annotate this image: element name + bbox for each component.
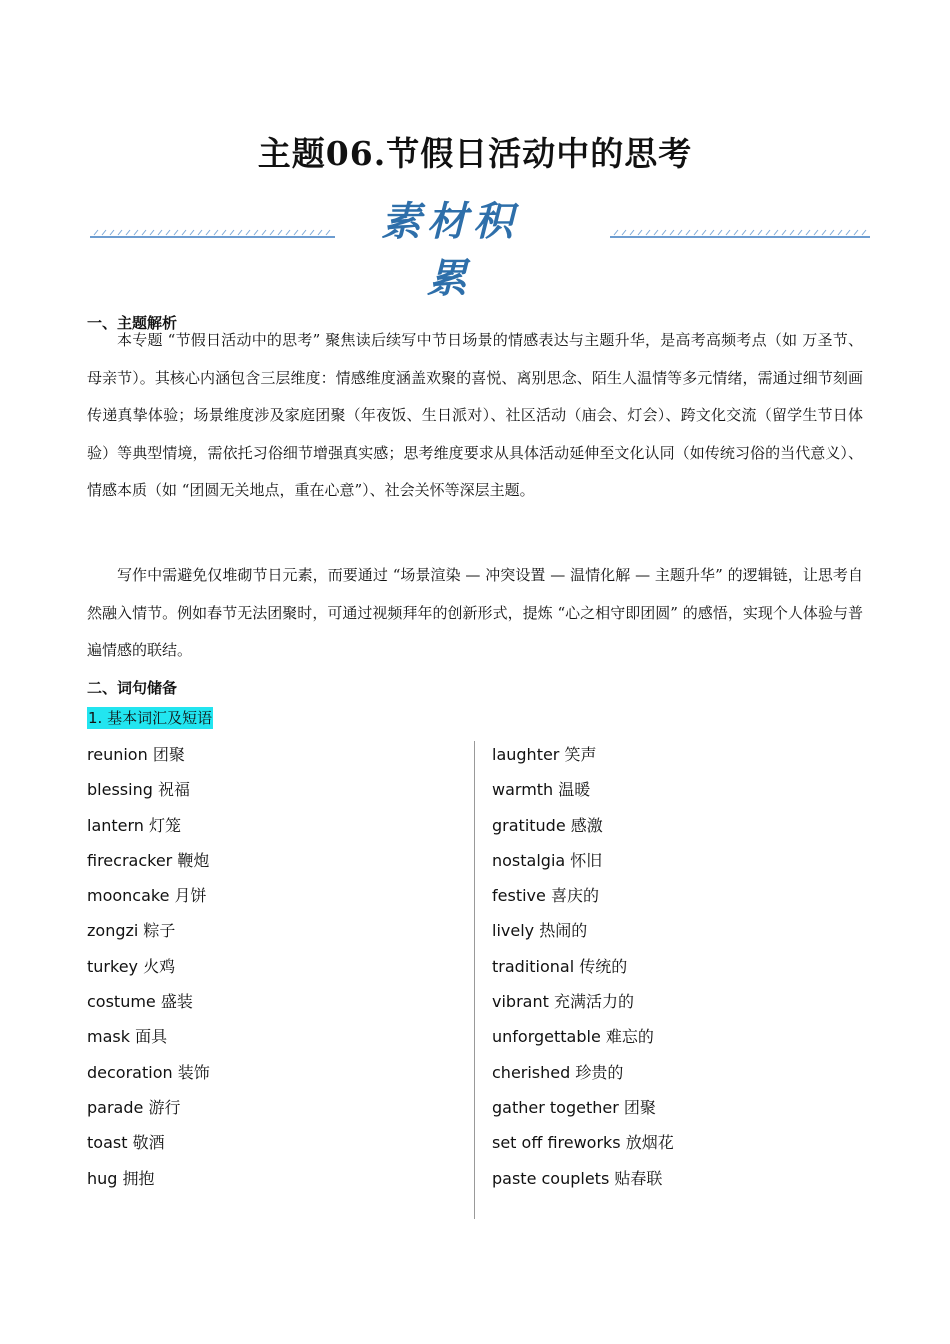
list-item (87, 1090, 210, 1125)
list-item (87, 772, 210, 807)
list-item (492, 1055, 674, 1090)
list-item (87, 913, 210, 948)
vocab-list-left (87, 737, 210, 1196)
vocab-english: vibrant (492, 992, 549, 1012)
vocab-chinese: 珍贵的 (575, 1062, 624, 1082)
subheading-basic-vocab: 1. 基本词汇及短语 (88, 709, 213, 727)
list-item (87, 1161, 210, 1196)
vocab-english: nostalgia (492, 850, 566, 870)
vocab-chinese: 鞭炮 (177, 850, 210, 870)
vocab-chinese: 充满活力的 (553, 992, 634, 1012)
vocab-chinese: 拥抱 (122, 1168, 155, 1188)
vocab-english: mask (87, 1027, 130, 1047)
vocab-chinese: 团聚 (152, 745, 185, 764)
list-item (87, 1055, 210, 1090)
section-heading-vocab: 二、词句储备 (87, 679, 178, 697)
vocab-chinese: 盛装 (160, 992, 193, 1012)
vocab-chinese: 团聚 (623, 1097, 656, 1117)
vocab-english: hug (87, 1168, 118, 1188)
vocab-chinese: 装饰 (177, 1062, 210, 1082)
list-item (87, 984, 210, 1019)
vocab-english: warmth (492, 780, 554, 800)
section-heading-analysis: 一、主题解析 (87, 314, 178, 332)
vocab-english: zongzi (87, 921, 139, 941)
vocab-chinese: 贴春联 (614, 1168, 663, 1188)
vocab-english: parade (87, 1097, 144, 1117)
vocab-english: lively (492, 921, 535, 941)
vocab-english: set off fireworks (492, 1133, 621, 1153)
vocab-chinese: 敬酒 (132, 1133, 165, 1153)
vocab-english: lantern (87, 815, 144, 835)
vocab-chinese: 放烟花 (625, 1133, 674, 1153)
vocab-chinese: 热闹的 (539, 921, 588, 941)
list-item (87, 1125, 210, 1160)
list-item (492, 737, 674, 772)
vocab-chinese: 笑声 (564, 745, 597, 764)
vocab-english: paste couplets (492, 1168, 610, 1188)
vocab-english: traditional (492, 956, 575, 976)
banner-right-decoration (610, 228, 870, 238)
list-item (87, 808, 210, 843)
vocab-english: decoration (87, 1062, 173, 1082)
list-item (87, 949, 210, 984)
vocab-english: mooncake (87, 886, 170, 906)
vocab-english: reunion (87, 745, 148, 764)
list-item (492, 772, 674, 807)
vocab-chinese: 粽子 (143, 921, 176, 941)
vocab-english: toast (87, 1133, 128, 1153)
vocab-chinese: 喜庆的 (550, 886, 599, 906)
vocab-chinese: 难忘的 (605, 1027, 654, 1047)
vocab-chinese: 怀旧 (570, 850, 603, 870)
list-item (87, 1019, 210, 1054)
vocab-chinese: 传统的 (579, 956, 628, 976)
list-item (492, 808, 674, 843)
list-item (492, 1161, 674, 1196)
vocab-chinese: 祝福 (157, 780, 190, 800)
list-item (492, 1090, 674, 1125)
page-title: 主题06.节假日活动中的思考 (257, 134, 693, 173)
vocab-english: unforgettable (492, 1027, 601, 1047)
paragraph-analysis-2: 写作中需避免仅堆砌节日元素，而要通过 “场景渲染 — 冲突设置 — 温情化解 — 主题升华” 的逻辑链，让思考自然融入情节。例如春节无法团聚时，可通过视频拜年的创新形式，提炼 “心之相守即团圆” 的感悟，实现个人体验与普遍情感的联结。 (87, 566, 863, 659)
list-item (492, 949, 674, 984)
vocab-english: gather together (492, 1097, 619, 1117)
list-item (87, 843, 210, 878)
vocab-english: laughter (492, 745, 560, 764)
vocab-chinese: 温暖 (558, 780, 591, 800)
list-item (492, 1019, 674, 1054)
section-banner (90, 190, 870, 302)
banner-title: 素材积累 (381, 198, 519, 302)
list-item (492, 878, 674, 913)
vocab-english: costume (87, 992, 156, 1012)
vocab-english: firecracker (87, 850, 173, 870)
list-item (87, 737, 210, 772)
list-item (492, 1125, 674, 1160)
vocab-chinese: 月饼 (174, 886, 207, 906)
vocab-english: festive (492, 886, 546, 906)
vocab-chinese: 灯笼 (149, 815, 182, 835)
vocab-chinese: 感激 (570, 815, 603, 835)
vocab-english: cherished (492, 1062, 571, 1082)
paragraph-analysis-1: 本专题 “节假日活动中的思考” 聚焦读后续写中节日场景的情感表达与主题升华，是高考高频考点（如 万圣节、母亲节）。其核心内涵包含三层维度：情感维度涵盖欢聚的喜悦、离别思念、陌生人温情等多元情绪，需通过细节刻画传递真挚体验；场景维度涉及家庭团聚（年夜饭、生日派对）、社区活动（庙会、灯会）、跨文化交流（留学生节日体验）等典型情境，需依托习俗细节增强真实感；思考维度要求从具体活动延伸至文化认同（如传统习俗的当代意义）、情感本质（如 “团圆无关地点，重在心意”）、社会关怀等深层主题。 (87, 331, 863, 499)
vocab-english: turkey (87, 956, 138, 976)
vocab-english: blessing (87, 780, 153, 800)
list-item (492, 843, 674, 878)
column-divider (474, 741, 475, 1219)
vocab-list-right (492, 737, 674, 1196)
vocab-english: gratitude (492, 815, 566, 835)
list-item (87, 878, 210, 913)
list-item (492, 913, 674, 948)
vocab-chinese: 游行 (148, 1097, 181, 1117)
list-item (492, 984, 674, 1019)
vocab-chinese: 火鸡 (143, 956, 176, 976)
banner-left-decoration (90, 228, 335, 238)
vocab-chinese: 面具 (135, 1027, 168, 1047)
